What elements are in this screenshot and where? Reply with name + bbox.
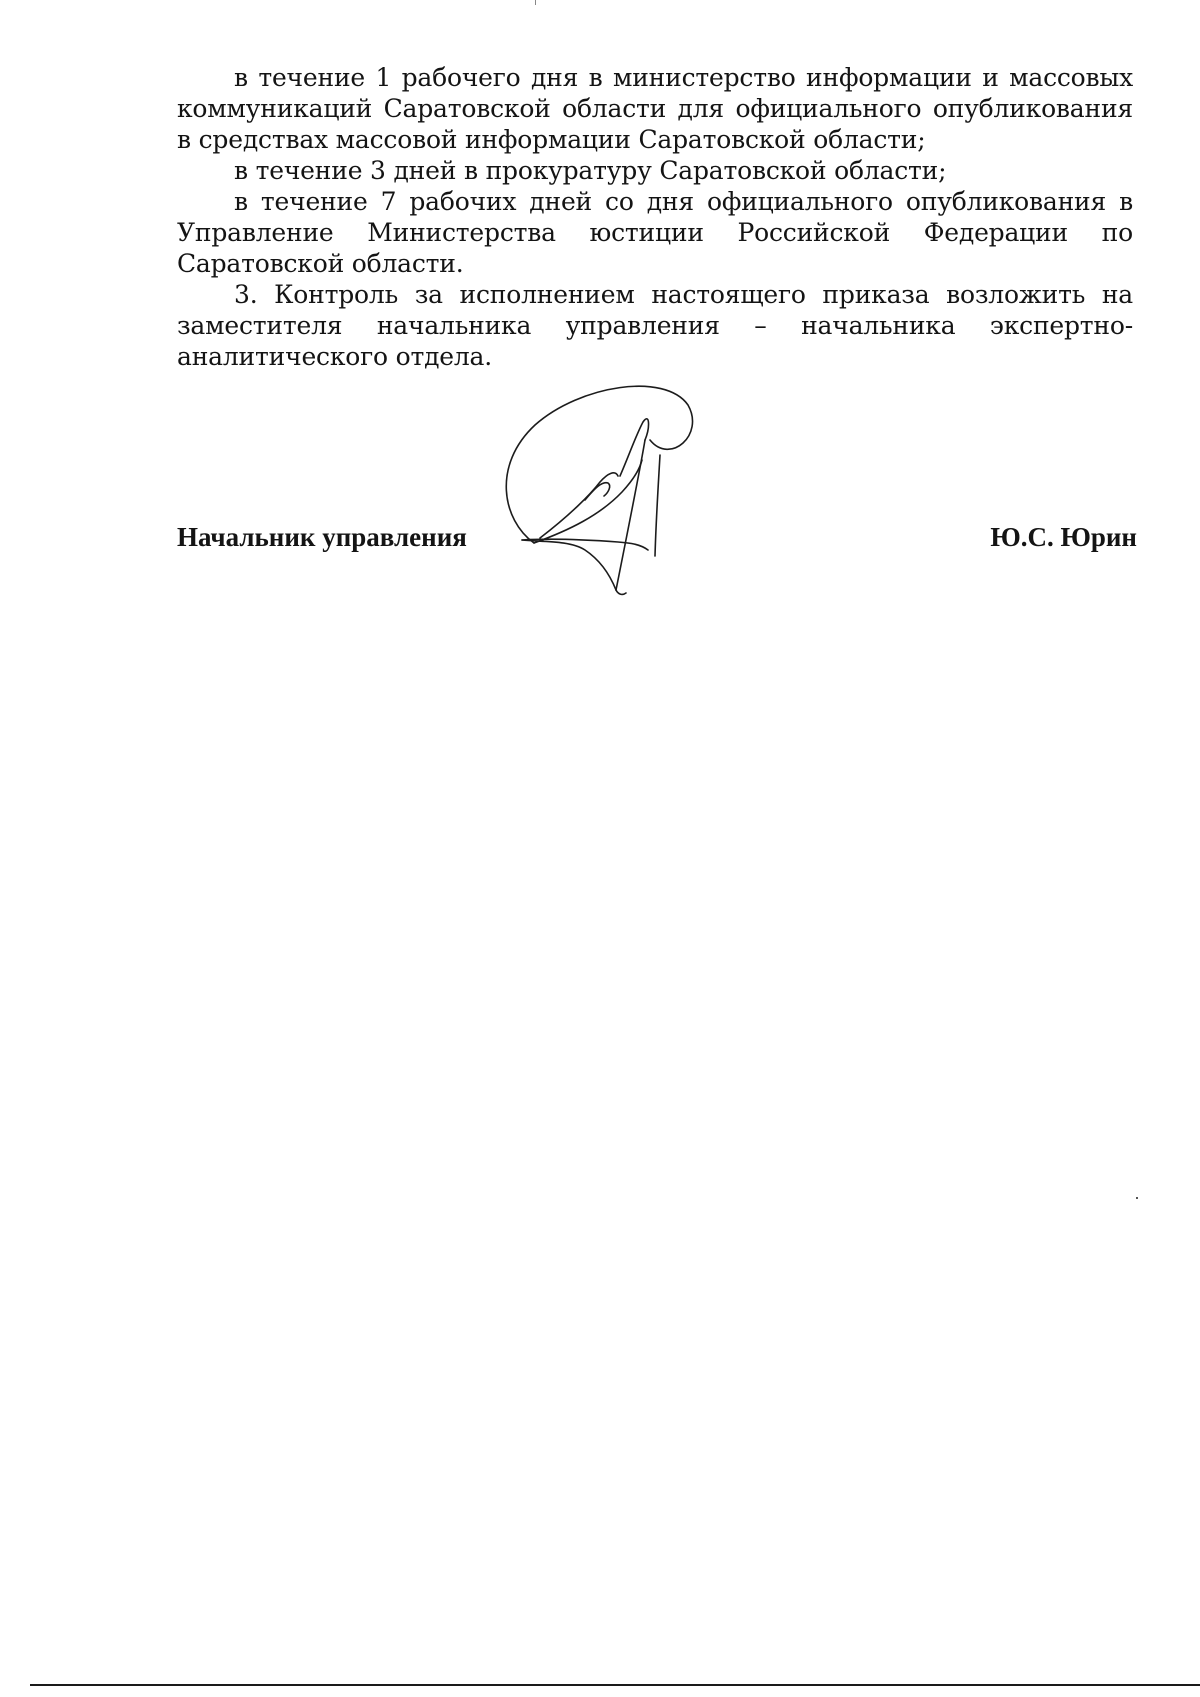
handwritten-signature [500, 380, 740, 610]
scan-speck [1136, 1197, 1138, 1199]
paragraph-ministry-publication-text: в течение 1 рабочего дня в министерство информации и массовых коммуникаций Саратовской области для официального опубликования в средствах массовой информации Саратовской области; [177, 63, 1133, 154]
document-body [177, 62, 1133, 372]
signatory-name: Ю.С. Юрин [990, 522, 1137, 552]
paragraph-prosecutor: в течение 3 дней в прокуратуру Саратовской области; [234, 156, 947, 185]
scan-mark [535, 0, 536, 5]
paragraph-control-clause: 3. Контроль за исполнением настоящего приказа возложить на заместителя начальника управления – начальника экспертно-аналитического отдела. [177, 280, 1133, 371]
footer-rule [30, 1684, 1200, 1686]
signature-block [177, 522, 1137, 562]
paragraph-justice-ministry: в течение 7 рабочих дней со дня официального опубликования в Управление Министерства юстиции Российской Федерации по Саратовской области. [177, 187, 1133, 278]
paragraph-ministry-publication [177, 62, 1133, 155]
position-title: Начальник управления [177, 522, 467, 552]
